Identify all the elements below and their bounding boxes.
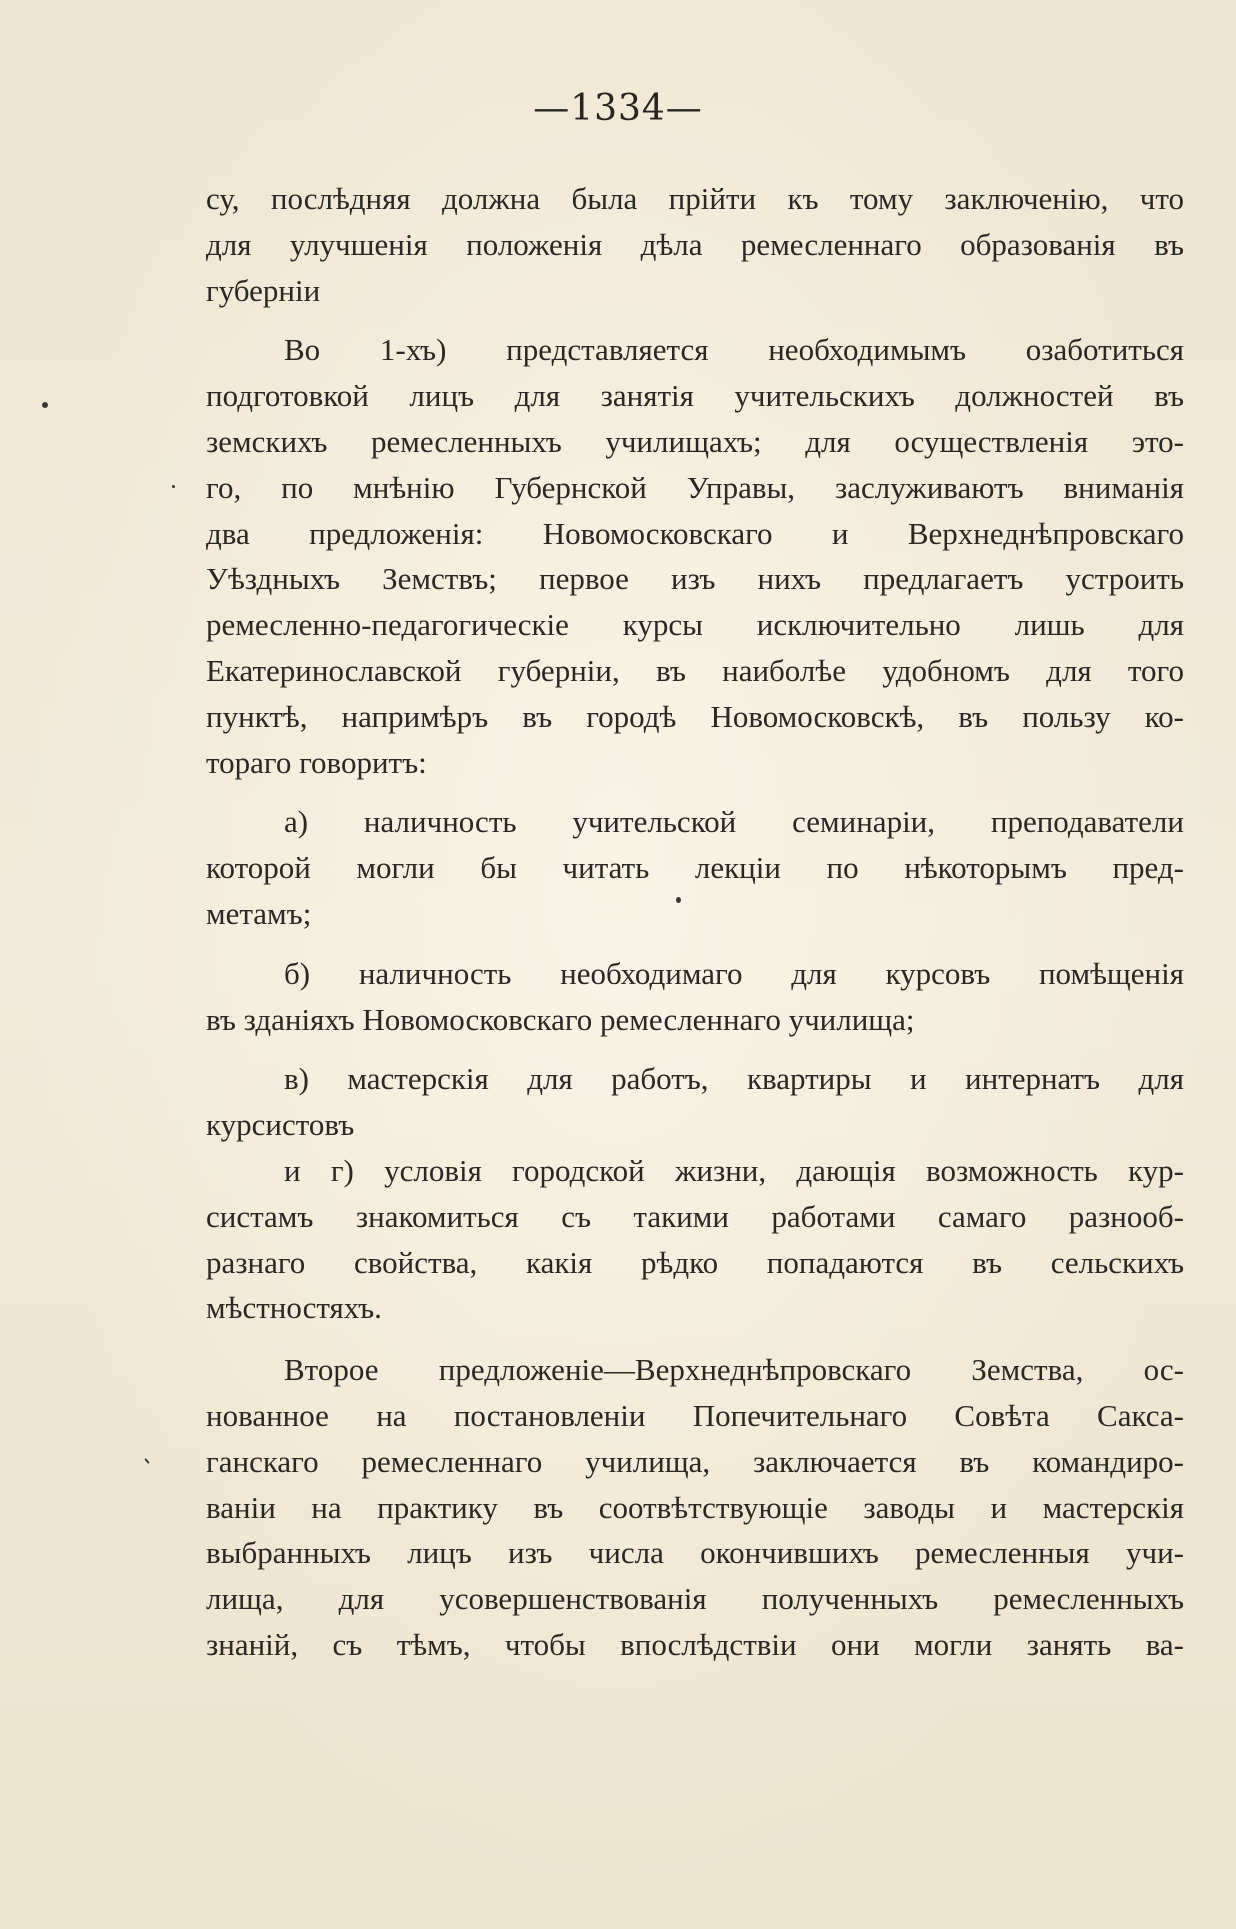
text-line: лища, для усовершенствованія полученныхъ ремесленныхъ <box>206 1581 1184 1617</box>
text-line: губерніи <box>206 272 321 308</box>
text-line: два предложенія: Новомосковскаго и Верхнеднѣпровскаго <box>206 515 1184 551</box>
text-line: въ зданіяхъ Новомосковскаго ремесленнаго училища; <box>206 1001 915 1037</box>
text-line: пунктѣ, напримѣръ въ городѣ Новомосковскѣ, въ пользу ко- <box>206 698 1184 734</box>
ink-speck <box>144 1458 149 1464</box>
text-line: го, по мнѣнію Губернской Управы, заслуживаютъ вниманія <box>206 469 1184 505</box>
ink-speck <box>42 402 48 408</box>
list-item-a: а) наличность учительской семинаріи, преподаватели <box>284 804 1184 840</box>
text-line: которой могли бы читать лекціи по нѣкоторымъ пред- <box>206 850 1184 886</box>
text-line: Екатеринославской губерніи, въ наиболѣе удобномъ для того <box>206 652 1184 688</box>
text-line: метамъ; <box>206 895 312 931</box>
list-item-g: и г) условія городской жизни, дающія возможность кур- <box>284 1152 1184 1188</box>
text-line: выбранныхъ лицъ изъ числа окончившихъ ремесленныя учи- <box>206 1535 1184 1571</box>
text-line: ваніи на практику въ соотвѣтствующіе заводы и мастерскія <box>206 1489 1184 1525</box>
text-line: мѣстностяхъ. <box>206 1290 382 1326</box>
text-line: Второе предложеніе—Верхнеднѣпровскаго Земства, ос- <box>284 1352 1184 1388</box>
text-line: тораго говоритъ: <box>206 744 427 780</box>
ink-speck <box>676 897 681 903</box>
text-line: земскихъ ремесленныхъ училищахъ; для осуществленія это- <box>206 423 1184 459</box>
text-line: разнаго свойства, какія рѣдко попадаются въ сельскихъ <box>206 1244 1184 1280</box>
text-line: для улучшенія положенія дѣла ремесленнаго образованія въ <box>206 226 1184 262</box>
page-number: —1334— <box>533 88 703 129</box>
text-line: ремесленно-педагогическіе курсы исключительно лишь для <box>206 607 1184 643</box>
text-line: курсистовъ <box>206 1107 355 1143</box>
ink-speck <box>172 485 175 488</box>
text-line: Уѣздныхъ Земствъ; первое изъ нихъ предлагаетъ устроить <box>206 561 1184 597</box>
list-item-v: в) мастерскія для работъ, квартиры и интернатъ для <box>284 1061 1184 1097</box>
body-text <box>206 176 1184 1668</box>
list-item-b: б) наличность необходимаго для курсовъ помѣщенія <box>284 955 1184 991</box>
text-line: ганскаго ремесленнаго училища, заключается въ командиро- <box>206 1443 1184 1479</box>
text-line: знаній, съ тѣмъ, чтобы впослѣдствіи они могли занять ва- <box>206 1626 1184 1662</box>
text-line: нованное на постановленіи Попечительнаго Совѣта Сакса- <box>206 1397 1184 1433</box>
text-line: су, послѣдняя должна была прійти къ тому заключенію, что <box>206 181 1184 216</box>
text-line: подготовкой лицъ для занятія учительскихъ должностей въ <box>206 378 1184 414</box>
text-line: систамъ знакомиться съ такими работами самаго разнооб- <box>206 1198 1184 1234</box>
text-line: Во 1-хъ) представляется необходимымъ озаботиться <box>284 332 1184 368</box>
